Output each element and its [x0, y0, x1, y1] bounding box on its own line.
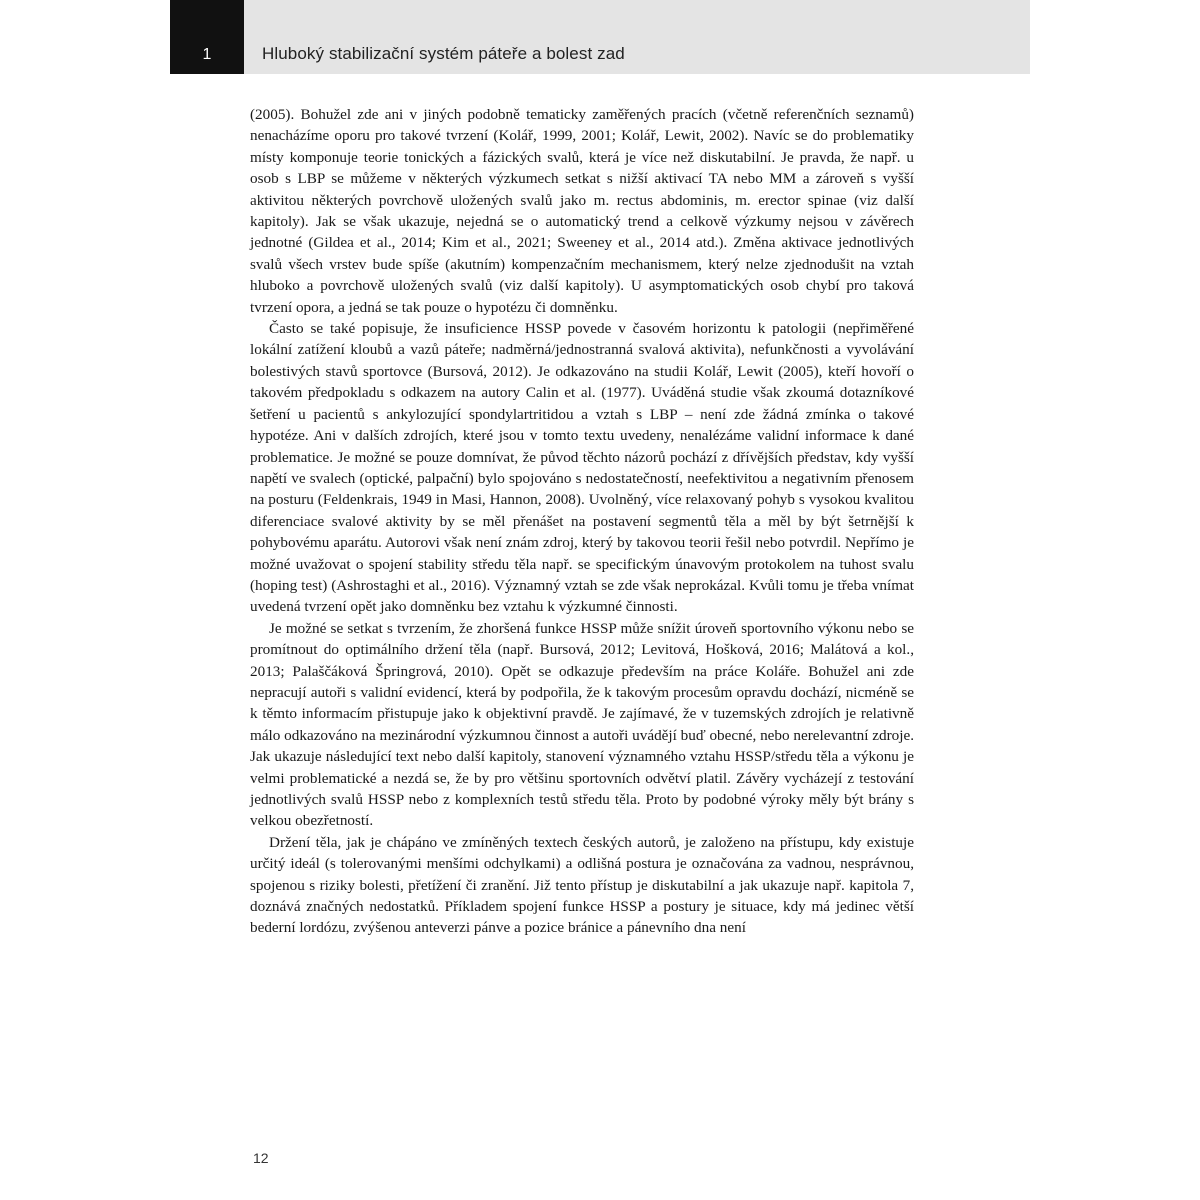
paragraph: Často se také popisuje, že insuficience HSSP povede v časovém horizontu k patologii (nepřiměřené lokální zatížení kloubů a vazů páteře; nadměrná/jednostranná svalová aktivita), nefunkčnosti a vyvolávání bolestivých stavů sportovce (Bursová, 2012). Je odkazováno na studii Kolář, Lewit (2005), kteří hovoří o takovém předpokladu s odkazem na autory Calin et al. (1977). Uváděná studie však zkoumá dotazníkové šetření u pacientů s ankylozující spondylartritidou a vztah s LBP – není zde žádná zmínka o takové hypotéze. Ani v dalších zdrojích, které jsou v tomto textu uvedeny, nenalézáme validní informace k dané problematice. Je možné se pouze domnívat, že původ těchto názorů pochází z dřívějších představ, kdy vyšší napětí ve svalech (optické, palpační) bylo spojováno s nedostatečností, neefektivitou a negativním přenosem na posturu (Feldenkrais, 1949 in Masi, Hannon, 2008). Uvolněný, více relaxovaný pohyb s vysokou kvalitou diferenciace svalové aktivity by se měl přenášet na postavení segmentů těla a měl by být šetrnější k pohybovému aparátu. Autorovi však není znám zdroj, který by takovou teorii řešil nebo potvrdil. Nepřímo je možné uvažovat o spojení stability středu těla např. se specifickým únavovým protokolem na tuhost svalu (hoping test) (Ashrostaghi et al., 2016). Významný vztah se zde však neprokázal. Kvůli tomu je třeba vnímat uvedená tvrzení opět jako domněnku bez vztahu k výzkumné činnosti.	[250, 320, 914, 616]
chapter-number-box	[170, 0, 244, 74]
chapter-number: 1	[202, 46, 212, 63]
paragraph: Držení těla, jak je chápáno ve zmíněných textech českých autorů, je založeno na přístupu, kdy existuje určitý ideál (s tolerovanými menšími odchylkami) a odlišná postura je označována za vadnou, nesprávnou, spojenou s riziky bolesti, přetížení či zranění. Již tento přístup je diskutabilní a jak ukazuje např. kapitola 7, doznává značných nedostatků. Příkladem spojení funkce HSSP a postury je situace, kdy má jedinec větší bederní lordózu, zvýšenou anteverzi pánve a pozice bránice a pánevního dna není	[250, 833, 914, 937]
body-text	[250, 104, 914, 939]
paragraph: Je možné se setkat s tvrzením, že zhoršená funkce HSSP může snížit úroveň sportovního výkonu nebo se promítnout do optimálního držení těla (např. Bursová, 2012; Levitová, Hošková, 2016; Malátová a kol., 2013; Palaščáková Špringrová, 2010). Opět se odkazuje především na práce Koláře. Bohužel ani zde nepracují autoři s validní evidencí, která by podpořila, že k takovým procesům opravdu dochází, nicméně se k těmto informacím přistupuje jako k objektivní pravdě. Je zajímavé, že v tuzemských zdrojích je relativně málo odkazováno na mezinárodní výzkumnou činnost a autoři uvádějí buď obecné, nebo nerelevantní zdroje. Jak ukazuje následující text nebo další kapitoly, stanovení významného vztahu HSSP/středu těla a výkonu je velmi problematické a nezdá se, že by pro většinu sportovních odvětví platil. Závěry vycházejí z testování jednotlivých svalů HSSP nebo z komplexních testů středu těla. Proto by podobné výroky měly být brány s velkou obezřetností.	[250, 619, 914, 830]
paragraph: (2005). Bohužel zde ani v jiných podobně tematicky zaměřených pracích (včetně referenčních seznamů) nenacházíme oporu pro takové tvrzení (Kolář, 1999, 2001; Kolář, Lewit, 2002). Navíc se do problematiky místy komponuje teorie tonických a fázických svalů, která je více než diskutabilní. Je pravda, že např. u osob s LBP se můžeme v některých výzkumech setkat s nižší aktivací TA nebo MM a zároveň s vyšší aktivitou některých povrchově uložených svalů jako m. rectus abdominis, m. erector spinae (viz další kapitoly). Jak se však ukazuje, nejedná se o automatický trend a celkově výzkumy nejsou v závěrech jednotné (Gildea et al., 2014; Kim et al., 2021; Sweeney et al., 2014 atd.). Změna aktivace jednotlivých svalů všech vrstev bude spíše (akutním) kompenzačním mechanismem, který nelze zjednodušit na vztah hluboko a povrchově uložených svalů (viz další kapitoly). U asymptomatických osob chybí pro taková tvrzení opora, a jedná se tak pouze o hypotézu či domněnku.	[250, 106, 914, 316]
page-number: 12	[253, 1150, 269, 1166]
chapter-title: Hluboký stabilizační systém páteře a bolest zad	[262, 44, 625, 63]
